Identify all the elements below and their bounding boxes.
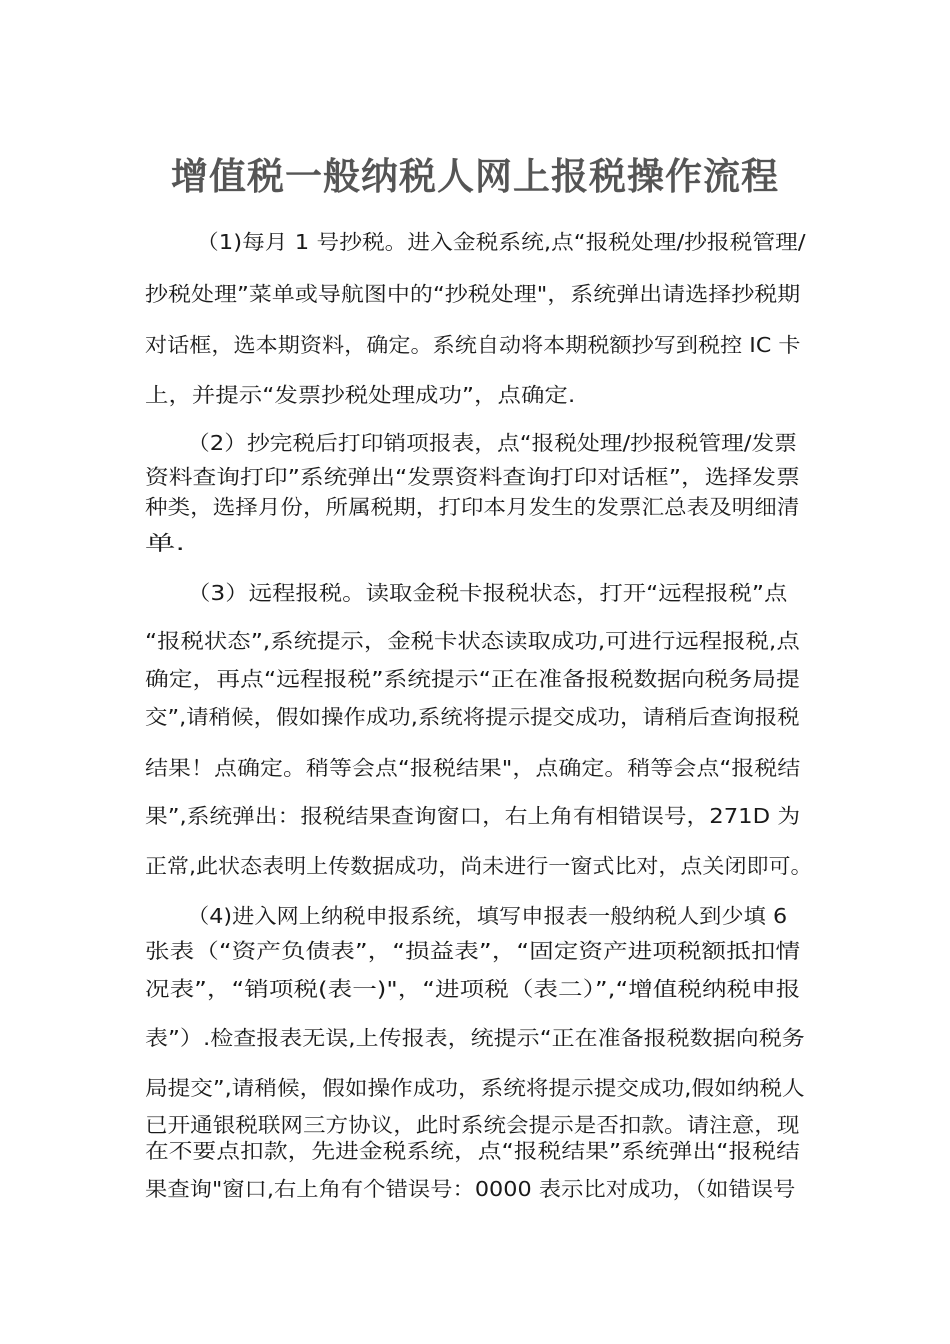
text-line: （2）抄完税后打印销项报表，点“报税处理/抄报税管理/发票 (187, 431, 797, 455)
text-line: 上，并提示“发票抄税处理成功”，点确定. (145, 383, 576, 407)
text-line: 确定，再点“远程报税”系统提示“正在准备报税数据向税务局提 (145, 667, 800, 691)
text-line: 正常,此状态表明上传数据成功，尚未进行一窗式比对，点关闭即可。 (145, 854, 813, 878)
text-line: 张表（“资产负债表”，“损益表”，“固定资产进项税额抵扣情 (145, 939, 801, 963)
text-line: 单. (145, 531, 186, 555)
text-line: 交”,请稍候，假如操作成功,系统将提示提交成功，请稍后查询报税 (145, 705, 800, 729)
text-line: 表”）.检查报表无误,上传报表，统提示“正在准备报税数据向税务 (145, 1026, 805, 1050)
document-title: 增值税一般纳税人网上报税操作流程 (171, 155, 779, 198)
text-line: 况表”，“销项税(表一)"，“进项税（表二）”,“增值税纳税申报 (145, 977, 801, 1001)
text-line: 种类，选择月份，所属税期，打印本月发生的发票汇总表及明细清 (145, 495, 800, 519)
text-line: 果查询"窗口,右上角有个错误号：0000 表示比对成功，（如错误号 (145, 1177, 796, 1201)
text-line: 抄税处理”菜单或导航图中的“抄税处理"，系统弹出请选择抄税期 (145, 282, 801, 306)
text-line: 在不要点扣款，先进金税系统，点“报税结果”系统弹出“报税结 (145, 1139, 800, 1163)
text-line: （1)每月 1 号抄税。进入金税系统,点“报税处理/抄报税管理/ (196, 230, 806, 254)
text-line: （4)进入网上纳税申报系统，填写申报表一般纳税人到少填 6 (187, 904, 788, 928)
text-line: 已开通银税联网三方协议，此时系统会提示是否扣款。请注意，现 (145, 1113, 800, 1137)
text-line: “报税状态”,系统提示，金税卡状态读取成功,可进行远程报税,点 (145, 629, 800, 653)
text-line: 结果！点确定。稍等会点“报税结果"，点确定。稍等会点“报税结 (145, 756, 801, 780)
text-line: 果”,系统弹出：报税结果查询窗口，右上角有相错误号，271D 为 (145, 804, 801, 828)
text-line: 对话框，选本期资料，确定。系统自动将本期税额抄写到税控 IC 卡 (145, 333, 801, 357)
text-line: 资料查询打印”系统弹出“发票资料查询打印对话框”，选择发票 (145, 465, 800, 489)
text-line: 局提交”,请稍候，假如操作成功，系统将提示提交成功,假如纳税人 (145, 1076, 805, 1100)
text-line: （3）远程报税。读取金税卡报税状态，打开“远程报税”点 (187, 581, 788, 605)
